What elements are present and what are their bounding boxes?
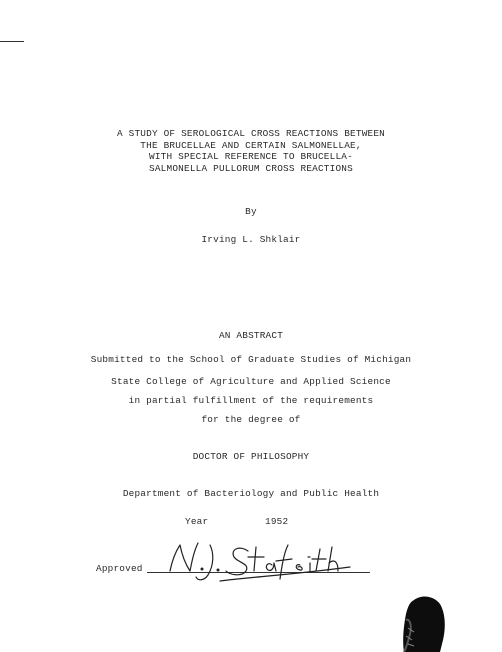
title-line-4: SALMONELLA PULLORUM CROSS REACTIONS bbox=[149, 162, 353, 174]
submission-line-3: in partial fulfillment of the requirements bbox=[128, 395, 374, 406]
degree-name: DOCTOR OF PHILOSOPHY bbox=[192, 451, 310, 462]
margin-mark bbox=[0, 41, 24, 42]
title-line-1: A STUDY OF SEROLOGICAL CROSS REACTIONS BETWEEN bbox=[117, 128, 385, 139]
thesis-title bbox=[0, 128, 502, 174]
by-label: By bbox=[245, 206, 257, 217]
year-value: 1952 bbox=[265, 516, 289, 527]
submission-line-2: State College of Agriculture and Applied Science bbox=[111, 376, 391, 387]
title-line-3: WITH SPECIAL REFERENCE TO BRUCELLA- bbox=[149, 151, 353, 162]
submission-line-1: Submitted to the School of Graduate Studies of Michigan bbox=[90, 354, 412, 365]
title-line-2: THE BRUCELLAE AND CERTAIN SALMONELLAE, bbox=[140, 139, 362, 151]
handwritten-signature bbox=[160, 537, 360, 585]
department-name: Department of Bacteriology and Public Health bbox=[122, 488, 380, 499]
submission-line-4: for the degree of bbox=[201, 414, 301, 425]
year-label: Year bbox=[185, 516, 209, 527]
author-name: Irving L. Shklair bbox=[201, 234, 301, 245]
approved-label: Approved bbox=[96, 563, 143, 574]
abstract-heading: AN ABSTRACT bbox=[218, 330, 284, 341]
ink-blot-mark bbox=[400, 594, 446, 652]
